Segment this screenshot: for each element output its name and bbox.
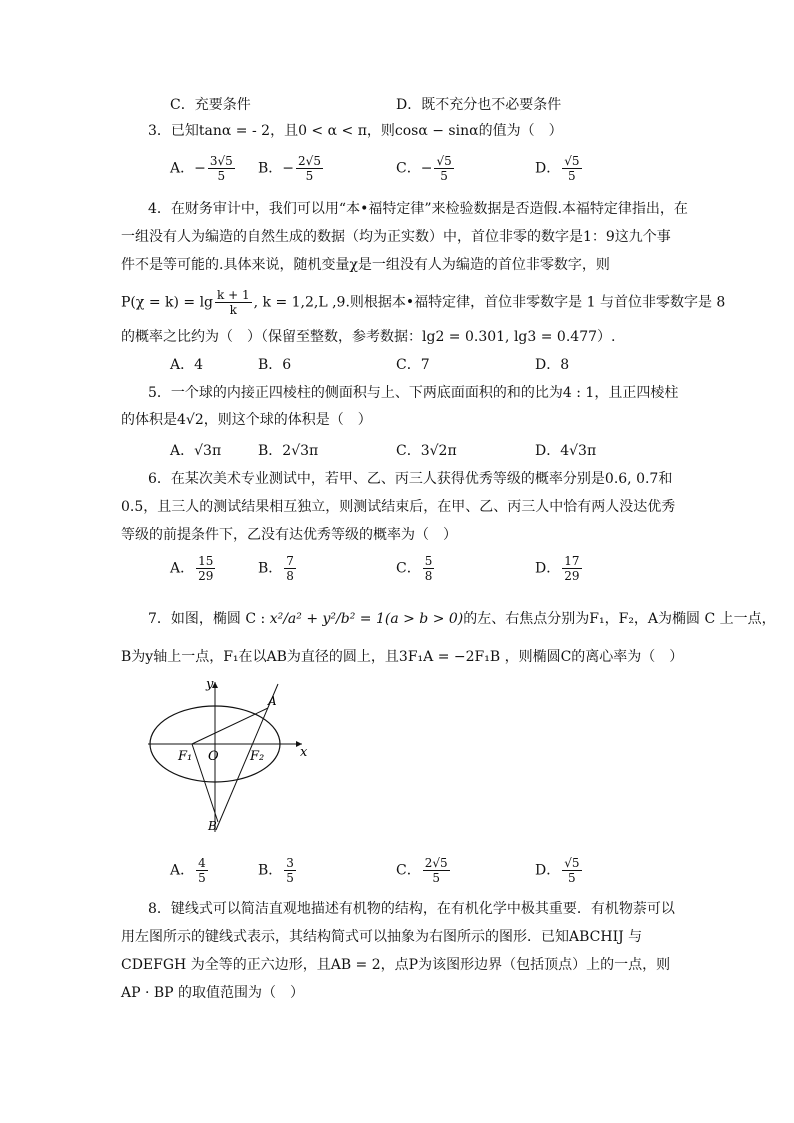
q3-option-d: D． $\frac{√5}{5}$ — [535, 154, 580, 183]
q7-option-b: B． $\frac{3}{5}$ — [258, 856, 294, 885]
label-o: O — [208, 749, 219, 764]
q3-option-b: B．− $\frac{2√5}{5}$ — [258, 154, 321, 183]
q3-option-a: A．− $\frac{3√5}{5}$ — [170, 154, 233, 183]
label-x: x — [300, 745, 308, 760]
label-a: A — [268, 694, 277, 708]
q4-line-1: 4．在财务审计中，我们可以用“本•福特定律”来检验数据是否造假.本福特定律指出，在 — [148, 201, 688, 217]
q7-line-2: B为y轴上一点，F₁在以AB为直径的圆上，且3F₁A = −2F₁B ，则椭圆C的离心率为（ ） — [121, 649, 684, 665]
q7-option-a: A． $\frac{4}{5}$ — [170, 856, 206, 885]
q5-line-2: 的体积是4√2，则这个球的体积是（ ） — [121, 412, 372, 428]
q6-line-1: 6．在某次美术专业测试中，若甲、乙、丙三人获得优秀等级的概率分别是0.6, 0.7和 — [148, 471, 673, 487]
q3-option-c: C．− $\frac{√5}{5}$ — [396, 154, 452, 183]
q8-line-3: CDEFGH 为全等的正六边形，且AB = 2，点P为该图形边界（包括顶点）上的一点，则 — [121, 957, 671, 973]
q6-option-b: B． $\frac{7}{8}$ — [258, 554, 294, 583]
q6-option-a: A． $\frac{15}{29}$ — [170, 554, 214, 583]
q4-line-2: 一组没有人为编造的自然生成的数据（均为正实数）中，首位非零的数字是1：9这九个事 — [121, 229, 671, 245]
q4-option-d: D．8 — [535, 357, 570, 373]
q5-option-a: A．√3π — [170, 443, 222, 459]
q4-option-b: B．6 — [258, 357, 292, 373]
label-f1: F₁ — [178, 749, 193, 764]
segment-f1-a — [192, 708, 268, 744]
q6-option-d: D． $\frac{17}{29}$ — [535, 554, 580, 583]
q6-option-c: C． $\frac{5}{8}$ — [396, 554, 433, 583]
q7-option-d: D． $\frac{√5}{5}$ — [535, 856, 580, 885]
q3-stem: 3．已知tanα = - 2，且0 < α < π，则cosα − sinα的值为（ ） — [148, 123, 563, 139]
q5-option-c: C．3√2π — [396, 443, 457, 459]
q5-option-b: B．2√3π — [258, 443, 319, 459]
label-y: y — [206, 677, 214, 692]
label-b: B — [208, 819, 217, 833]
q6-line-3: 等级的前提条件下，乙没有达优秀等级的概率为（ ） — [121, 527, 457, 543]
q2-option-c: C．充要条件 — [170, 97, 251, 113]
q4-line-4: P(χ = k) = lg $\frac{k + 1}{k}$ , k = 1,2,L ,9.则根据本•福特定律，首位非零数字是 1 与首位非零数字是 8 — [121, 288, 726, 317]
ellipse-figure — [140, 672, 320, 842]
q8-line-1: 8．键线式可以简洁直观地描述有机物的结构，在有机化学中极其重要．有机物萘可以 — [148, 901, 675, 917]
q2-option-d: D．既不充分也不必要条件 — [396, 97, 562, 113]
q4-option-a: A．4 — [170, 357, 204, 373]
q5-line-1: 5．一个球的内接正四棱柱的侧面积与上、下两底面面积的和的比为4 : 1，且正四棱柱 — [148, 385, 679, 401]
q4-line-5: 的概率之比约为（ ）（保留至整数，参考数据：lg2 = 0.301, lg3 = 0.477）. — [121, 329, 616, 345]
q5-option-d: D．4√3π — [535, 443, 597, 459]
q4-option-c: C．7 — [396, 357, 430, 373]
label-f2: F₂ — [250, 749, 265, 764]
q8-line-2: 用左图所示的键线式表示，其结构简式可以抽象为右图所示的图形．已知ABCHIJ 与 — [121, 929, 643, 945]
q8-line-4: AP · BP 的取值范围为（ ） — [121, 985, 305, 1001]
q7-line-1: 7．如图，椭圆 C : x²/a² + y²/b² = 1(a > b > 0)的左、右焦点分别为F₁，F₂，A为椭圆 C 上一点， — [148, 611, 776, 627]
q6-line-2: 0.5，且三人的测试结果相互独立，则测试结束后，在甲、乙、丙三人中恰有两人没达优秀 — [121, 499, 676, 515]
q7-option-c: C． $\frac{2√5}{5}$ — [396, 856, 448, 885]
q4-line-3: 件不是等可能的.具体来说，随机变量χ是一组没有人为编造的首位非零数字，则 — [121, 257, 610, 273]
